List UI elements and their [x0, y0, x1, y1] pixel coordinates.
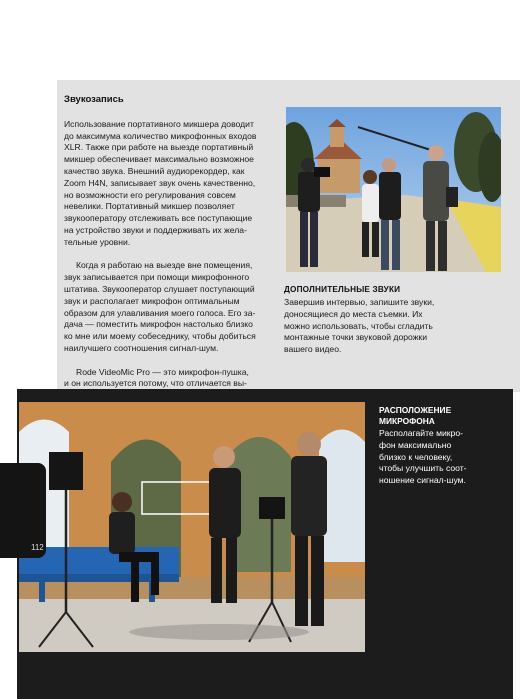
- paragraph-3: Rode VideoMic Pro — это микрофон-пушка, и он используется потому, что отличается вы-: [64, 366, 249, 389]
- microphone-placement-photo: [19, 402, 365, 652]
- section-title: Звукозапись: [64, 94, 124, 105]
- microphone-placement-illustration: [19, 402, 365, 652]
- page-number: 112: [31, 543, 44, 552]
- sidebar-text: Завершив интервью, запишите звуки, доносящиеся до места съемки. Их можно использовать, чтобы сгладить монтажные точки звуковой дорожки вашего видео.: [284, 297, 435, 355]
- caption-title: РАСПОЛОЖЕНИЕ МИКРОФОНА: [379, 405, 452, 426]
- paragraph-1: Использование портативного микшера доводит до максимума количество микрофонных входов XLR. Также при работе на выезде портативный микшер обеспечивает максимально возможное качество звука. Внешний аудиорекордер, как Zoom H4N, записывает звук очень качественно, но возможности его регулирования совсем невелики. Портативный микшер позволяет звукооператору отслеживать все поступающие на устройство звуки и поддерживать их жела- тельные уровни.: [64, 118, 257, 247]
- article-body: [64, 107, 272, 414]
- paragraph-2: Когда я работаю на выезде вне помещения, звук записывается при помощи микрофонного штатива. Звукооператор слушает поступающий звук и располагает микрофон оптимальным образом для улавливания моего голоса. Его за- дача — поместить микрофон настолько близко ко мне или моему собеседнику, чтобы добиться наилучшего соотношения сигнал-шум.: [64, 260, 256, 353]
- caption-text: Располагайте микро- фон максимально близко к человеку, чтобы улучшить соот- ношение сигнал-шум.: [379, 428, 467, 486]
- sidebar-title: ДОПОЛНИТЕЛЬНЫЕ ЗВУКИ: [284, 285, 401, 294]
- interview-photo-illustration: [286, 107, 501, 272]
- interview-photo: [286, 107, 501, 272]
